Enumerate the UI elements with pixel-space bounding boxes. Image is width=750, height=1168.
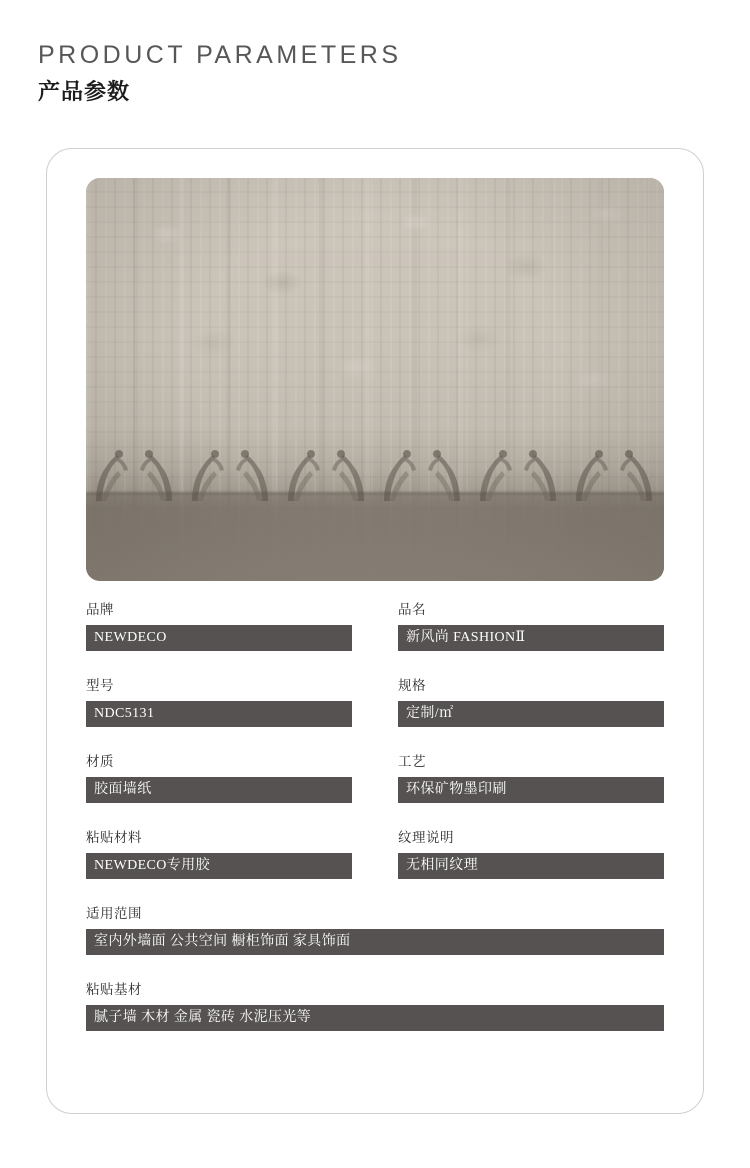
spec-row <box>86 601 664 651</box>
spec-cell-model <box>86 677 352 727</box>
spec-row <box>86 905 664 955</box>
spec-value: 胶面墙纸 <box>86 777 352 803</box>
spec-label: 材质 <box>86 754 114 769</box>
spec-cell-material <box>86 753 352 803</box>
spec-label: 品名 <box>398 602 426 617</box>
spec-value: 无相同纹理 <box>398 853 664 879</box>
spec-label: 工艺 <box>398 754 426 769</box>
spec-cell-application-scope <box>86 905 664 955</box>
spec-value: NEWDECO专用胶 <box>86 853 352 879</box>
parameters-card <box>46 148 704 1114</box>
page-header <box>38 38 402 108</box>
spec-cell-craft <box>398 753 664 803</box>
spec-row <box>86 677 664 727</box>
spec-table <box>86 601 664 1057</box>
spec-value: 环保矿物墨印刷 <box>398 777 664 803</box>
spec-value: 新风尚 FASHIONⅡ <box>398 625 664 651</box>
spec-cell-adhesive <box>86 829 352 879</box>
spec-label: 粘贴材料 <box>86 830 142 845</box>
spec-label: 纹理说明 <box>398 830 454 845</box>
spec-cell-product-name <box>398 601 664 651</box>
spec-row <box>86 829 664 879</box>
page-title-cn: 产品参数 <box>38 79 131 104</box>
spec-label: 粘贴基材 <box>86 982 142 997</box>
spec-value: 定制/㎡ <box>398 701 664 727</box>
spec-cell-texture-note <box>398 829 664 879</box>
spec-row <box>86 753 664 803</box>
spec-label: 规格 <box>398 678 426 693</box>
spec-cell-specification <box>398 677 664 727</box>
spec-label: 型号 <box>86 678 114 693</box>
page-title-en: PRODUCT PARAMETERS <box>38 41 402 69</box>
image-vignette <box>86 178 664 581</box>
spec-cell-substrate <box>86 981 664 1031</box>
spec-label: 品牌 <box>86 602 114 617</box>
spec-row <box>86 981 664 1031</box>
spec-value: NEWDECO <box>86 625 352 651</box>
spec-value: 室内外墙面 公共空间 橱柜饰面 家具饰面 <box>86 929 664 955</box>
spec-cell-brand <box>86 601 352 651</box>
spec-value: 腻子墙 木材 金属 瓷砖 水泥压光等 <box>86 1005 664 1031</box>
spec-label: 适用范围 <box>86 906 142 921</box>
product-image <box>86 178 664 581</box>
spec-value: NDC5131 <box>86 701 352 727</box>
